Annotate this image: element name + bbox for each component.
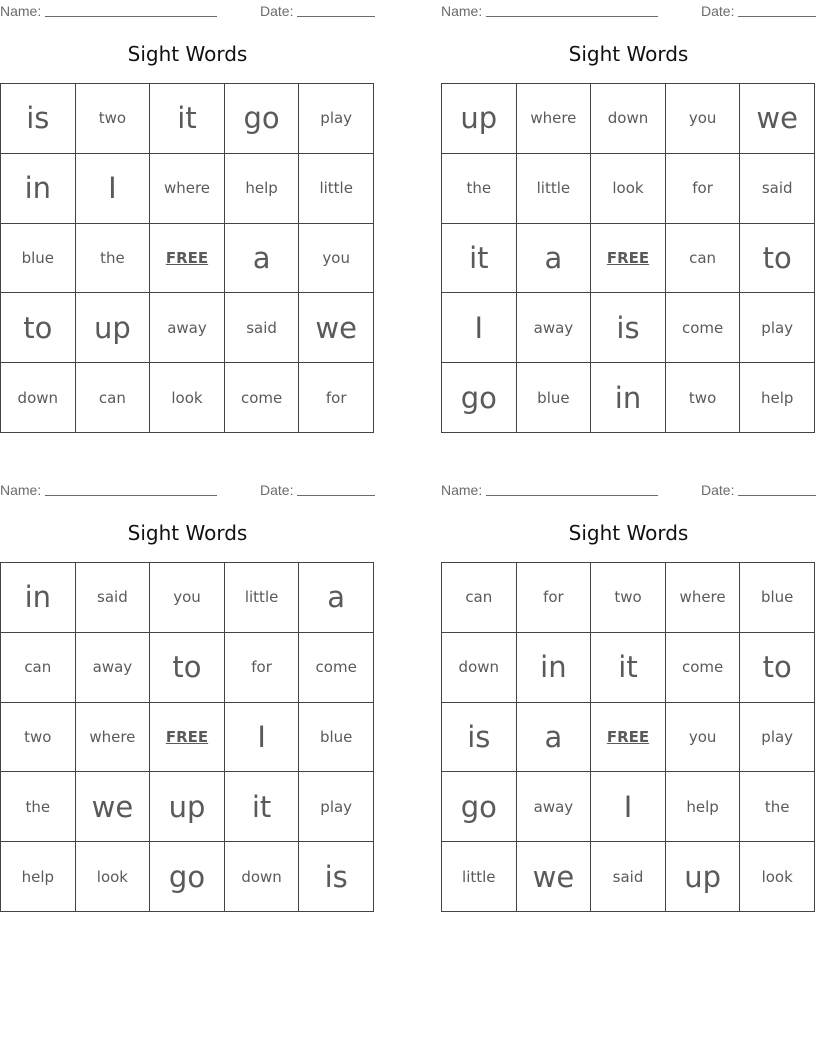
name-line[interactable]	[486, 495, 658, 496]
word-cell: go	[225, 84, 300, 154]
card-header	[441, 479, 816, 499]
word-cell: where	[76, 703, 151, 773]
word-cell: is	[299, 842, 374, 912]
word-cell: up	[666, 842, 741, 912]
word-cell: you	[299, 224, 374, 294]
date-line[interactable]	[297, 495, 375, 496]
word-cell: look	[591, 154, 666, 224]
word-cell: in	[1, 563, 76, 633]
word-cell: play	[740, 293, 815, 363]
word-cell: for	[666, 154, 741, 224]
word-cell: for	[517, 563, 592, 633]
word-cell: to	[150, 633, 225, 703]
word-cell: you	[666, 703, 741, 773]
date-label: Date:	[701, 482, 735, 498]
word-cell: a	[299, 563, 374, 633]
word-cell: to	[1, 293, 76, 363]
word-cell: where	[517, 84, 592, 154]
word-cell: little	[442, 842, 517, 912]
word-cell: look	[150, 363, 225, 433]
bingo-grid	[0, 562, 374, 912]
bingo-grid	[441, 83, 815, 433]
word-cell: down	[225, 842, 300, 912]
word-cell: the	[76, 224, 151, 294]
word-cell: I	[442, 293, 517, 363]
word-cell: a	[517, 703, 592, 773]
word-cell: you	[150, 563, 225, 633]
word-cell: help	[740, 363, 815, 433]
word-cell: little	[299, 154, 374, 224]
bingo-card-4	[441, 479, 816, 919]
word-cell: it	[225, 772, 300, 842]
name-line[interactable]	[486, 16, 658, 17]
word-cell: up	[442, 84, 517, 154]
word-cell: two	[666, 363, 741, 433]
word-cell: can	[666, 224, 741, 294]
word-cell: come	[666, 293, 741, 363]
word-cell: in	[591, 363, 666, 433]
word-cell: we	[740, 84, 815, 154]
word-cell: play	[299, 84, 374, 154]
word-cell: for	[299, 363, 374, 433]
bingo-grid	[0, 83, 374, 433]
word-cell: help	[225, 154, 300, 224]
word-cell: is	[1, 84, 76, 154]
date-label: Date:	[260, 482, 294, 498]
word-cell: said	[225, 293, 300, 363]
word-cell: come	[666, 633, 741, 703]
word-cell: go	[442, 772, 517, 842]
word-cell: two	[591, 563, 666, 633]
word-cell: help	[666, 772, 741, 842]
word-cell: help	[1, 842, 76, 912]
card-title: Sight Words	[127, 521, 248, 545]
word-cell: up	[76, 293, 151, 363]
word-cell: said	[740, 154, 815, 224]
card-header	[0, 479, 375, 499]
word-cell: go	[150, 842, 225, 912]
word-cell: little	[225, 563, 300, 633]
word-cell: little	[517, 154, 592, 224]
word-cell: is	[442, 703, 517, 773]
name-label: Name:	[441, 482, 483, 498]
word-cell: is	[591, 293, 666, 363]
date-label: Date:	[260, 3, 294, 19]
card-title: Sight Words	[127, 42, 248, 66]
free-space: FREE	[591, 224, 666, 294]
bingo-card-1	[0, 0, 375, 440]
word-cell: a	[517, 224, 592, 294]
word-cell: play	[299, 772, 374, 842]
word-cell: look	[740, 842, 815, 912]
word-cell: said	[591, 842, 666, 912]
word-cell: two	[1, 703, 76, 773]
word-cell: up	[150, 772, 225, 842]
word-cell: down	[591, 84, 666, 154]
name-label: Name:	[0, 482, 42, 498]
word-cell: away	[76, 633, 151, 703]
word-cell: two	[76, 84, 151, 154]
card-title: Sight Words	[568, 521, 689, 545]
free-space: FREE	[591, 703, 666, 773]
word-cell: in	[517, 633, 592, 703]
word-cell: can	[76, 363, 151, 433]
word-cell: look	[76, 842, 151, 912]
word-cell: down	[442, 633, 517, 703]
word-cell: for	[225, 633, 300, 703]
word-cell: away	[150, 293, 225, 363]
word-cell: it	[442, 224, 517, 294]
word-cell: blue	[517, 363, 592, 433]
word-cell: come	[225, 363, 300, 433]
word-cell: away	[517, 293, 592, 363]
word-cell: play	[740, 703, 815, 773]
name-label: Name:	[0, 3, 42, 19]
free-space: FREE	[150, 703, 225, 773]
date-line[interactable]	[297, 16, 375, 17]
word-cell: where	[150, 154, 225, 224]
word-cell: in	[1, 154, 76, 224]
date-label: Date:	[701, 3, 735, 19]
word-cell: we	[76, 772, 151, 842]
card-title: Sight Words	[568, 42, 689, 66]
word-cell: blue	[299, 703, 374, 773]
word-cell: we	[299, 293, 374, 363]
bingo-card-2	[441, 0, 816, 440]
name-line[interactable]	[45, 16, 217, 17]
card-header	[441, 0, 816, 20]
word-cell: the	[740, 772, 815, 842]
word-cell: go	[442, 363, 517, 433]
bingo-grid	[441, 562, 815, 912]
word-cell: can	[442, 563, 517, 633]
word-cell: I	[225, 703, 300, 773]
card-header	[0, 0, 375, 20]
word-cell: blue	[1, 224, 76, 294]
name-line[interactable]	[45, 495, 217, 496]
word-cell: it	[150, 84, 225, 154]
word-cell: come	[299, 633, 374, 703]
word-cell: we	[517, 842, 592, 912]
word-cell: blue	[740, 563, 815, 633]
bingo-card-3	[0, 479, 375, 919]
word-cell: I	[76, 154, 151, 224]
word-cell: you	[666, 84, 741, 154]
word-cell: to	[740, 633, 815, 703]
word-cell: it	[591, 633, 666, 703]
word-cell: down	[1, 363, 76, 433]
date-line[interactable]	[738, 495, 816, 496]
word-cell: a	[225, 224, 300, 294]
word-cell: can	[1, 633, 76, 703]
date-line[interactable]	[738, 16, 816, 17]
word-cell: the	[442, 154, 517, 224]
word-cell: said	[76, 563, 151, 633]
free-space: FREE	[150, 224, 225, 294]
word-cell: I	[591, 772, 666, 842]
word-cell: the	[1, 772, 76, 842]
word-cell: where	[666, 563, 741, 633]
word-cell: away	[517, 772, 592, 842]
name-label: Name:	[441, 3, 483, 19]
word-cell: to	[740, 224, 815, 294]
